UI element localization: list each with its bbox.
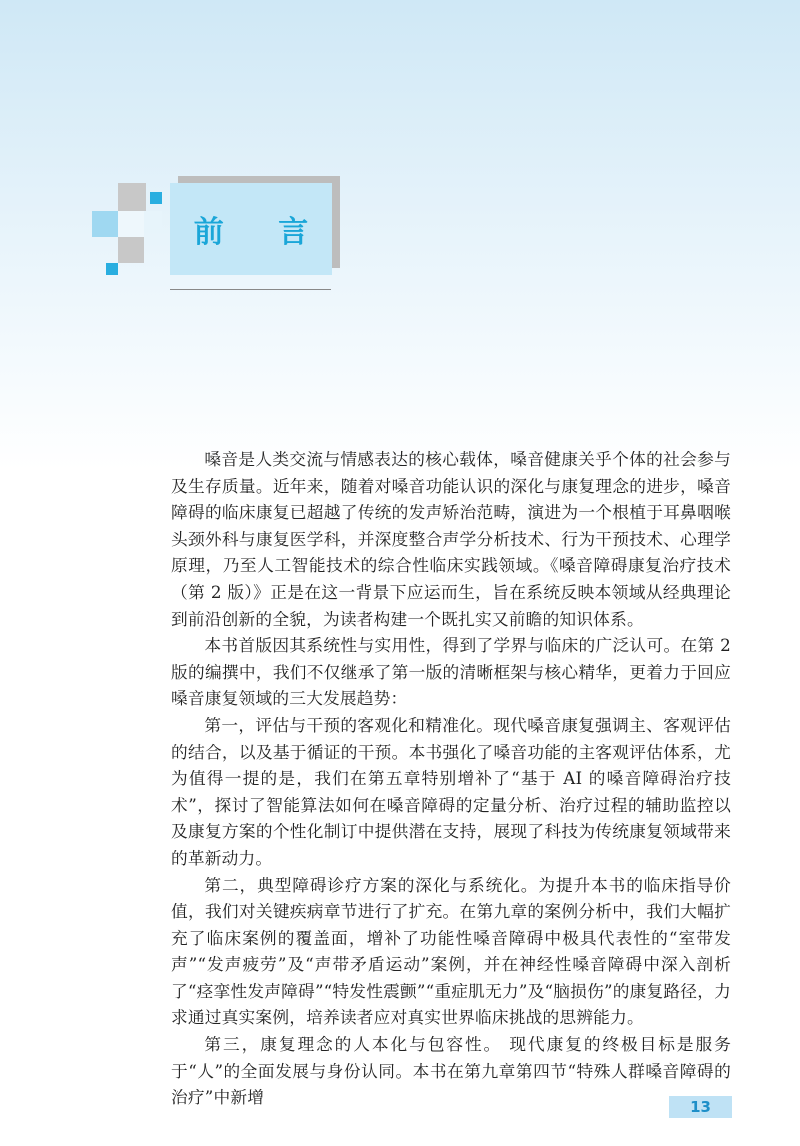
decorative-square	[106, 263, 118, 275]
paragraph: 第三，康复理念的人本化与包容性。 现代康复的终极目标是服务于“人”的全面发展与身份认同。本书在第九章第四节“特殊人群嗓音障碍的治疗”中新增	[171, 1034, 731, 1108]
body-text	[171, 446, 731, 1111]
decorative-square	[92, 211, 118, 237]
decorative-square	[144, 211, 162, 229]
decorative-square	[150, 192, 162, 204]
paragraph: 本书首版因其系统性与实用性，得到了学界与临床的广泛认可。在第 2 版的编撰中，我们不仅继承了第一版的清晰框架与核心精华，更着力于回应嗓音康复领域的三大发展趋势：	[171, 635, 731, 709]
paragraph: 第二，典型障碍诊疗方案的深化与系统化。为提升本书的临床指导价值，我们对关键疾病章节进行了扩充。在第九章的案例分析中，我们大幅扩充了临床案例的覆盖面，增补了功能性嗓音障碍中极具代表性的“室带发声”“发声疲劳”及“声带矛盾运动”案例，并在神经性嗓音障碍中深入剖析了“痉挛性发声障碍”“特发性震颤”“重症肌无力”及“脑损伤”的康复路径，力求通过真实案例，培养读者应对真实世界临床挑战的思辨能力。	[171, 874, 731, 1028]
title-divider	[170, 289, 331, 290]
paragraph: 第一，评估与干预的客观化和精准化。现代嗓音康复强调主、客观评估的结合，以及基于循证的干预。本书强化了嗓音功能的主客观评估体系，尤为值得一提的是，我们在第五章特别增补了“基于 AI 的嗓音障碍治疗技术”，探讨了智能算法如何在嗓音障碍的定量分析、治疗过程的辅助监控以及康复方案的个性化制订中提供潜在支持，展现了科技为传统康复领域带来的革新动力。	[171, 714, 731, 868]
paragraph: 嗓音是人类交流与情感表达的核心载体，嗓音健康关乎个体的社会参与及生存质量。近年来，随着对嗓音功能认识的深化与康复理念的进步，嗓音障碍的临床康复已超越了传统的发声矫治范畴，演进为一个根植于耳鼻咽喉头颈外科与康复医学科，并深度整合声学分析技术、行为干预技术、心理学原理，乃至人工智能技术的综合性临床实践领域。《嗓音障碍康复治疗技术（第 2 版）》正是在这一背景下应运而生，旨在系统反映本领域从经典理论到前沿创新的全貌，为读者构建一个既扎实又前瞻的知识体系。	[171, 449, 731, 629]
decorative-square	[118, 237, 144, 263]
page-number: 13	[669, 1096, 732, 1118]
decorative-square	[118, 183, 146, 211]
decorative-square	[118, 211, 144, 237]
page-title: 前 言	[193, 215, 331, 250]
